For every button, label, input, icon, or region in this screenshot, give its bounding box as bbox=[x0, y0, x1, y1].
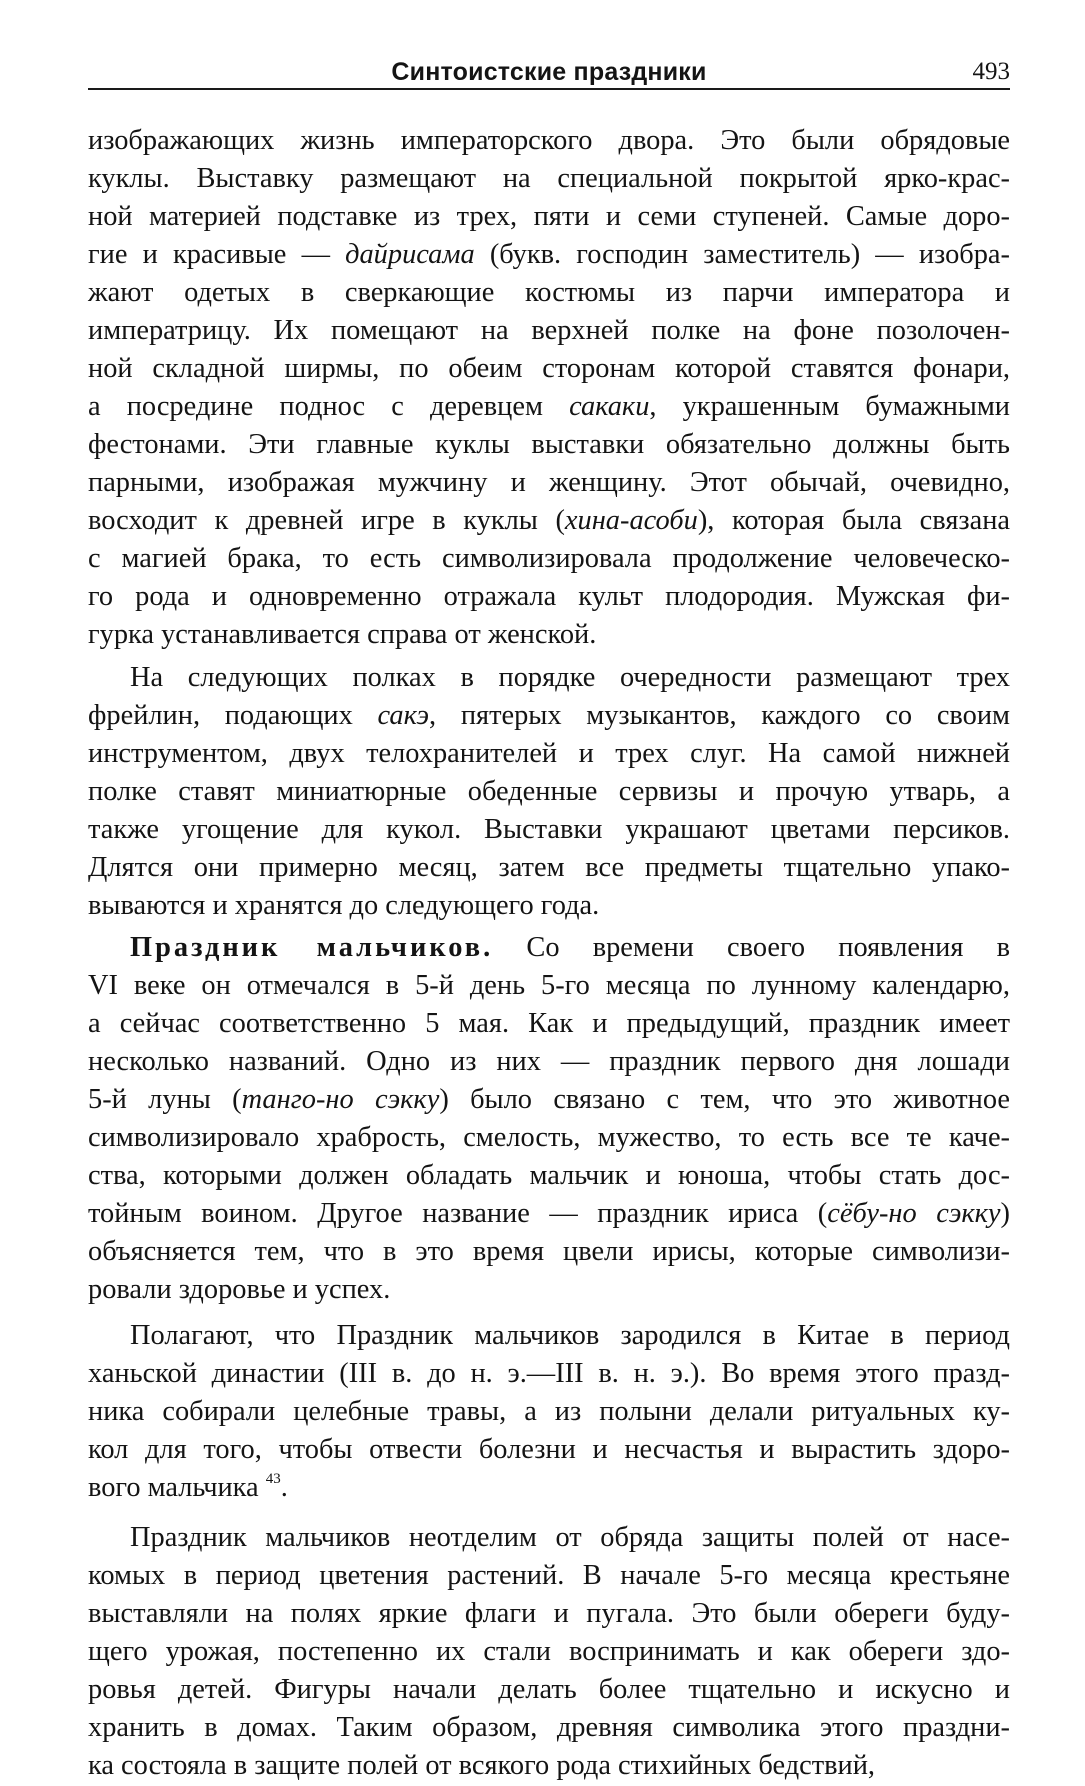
italic-term: хина-асоби bbox=[564, 505, 698, 536]
text-run: (букв. господин заместитель) — изобра- bbox=[474, 239, 1010, 270]
text-line bbox=[88, 540, 1010, 578]
italic-term: сакаки bbox=[569, 391, 650, 422]
italic-term: танго-но сэкку bbox=[241, 1084, 440, 1115]
text-run: полке ставят миниатюрные обеденные сервизы и прочую утварь, а bbox=[88, 776, 1010, 807]
text-run: ной материей подставке из трех, пяти и семи ступеней. Самые доро- bbox=[88, 201, 1010, 232]
text-line bbox=[88, 929, 1010, 967]
text-line bbox=[88, 350, 1010, 388]
text-run: VI веке он отмечался в 5-й день 5-го месяца по лунному календарю, bbox=[88, 970, 1010, 1001]
text-run: ) было связано с тем, что это животное bbox=[439, 1084, 1011, 1115]
text-run: объясняется тем, что в это время цвели ирисы, которые символизи- bbox=[88, 1236, 1010, 1267]
text-run: несколько названий. Одно из них — праздник первого дня лошади bbox=[88, 1046, 1010, 1077]
text-run: символизировало храбрость, смелость, мужество, то есть все те каче- bbox=[88, 1122, 1010, 1153]
text-run: вого мальчика bbox=[88, 1472, 266, 1503]
text-run: изображающих жизнь императорского двора. Это были обрядовые bbox=[88, 125, 1010, 156]
text-run: Со времени своего появления в bbox=[493, 932, 1011, 963]
text-run: ной складной ширмы, по обеим сторонам которой ставятся фонари, bbox=[88, 353, 1010, 384]
text-line bbox=[88, 198, 1010, 236]
text-line bbox=[88, 1233, 1010, 1271]
text-run: ровали здоровье и успех. bbox=[88, 1274, 391, 1305]
text-run: вываются и хранятся до следующего года. bbox=[88, 890, 600, 921]
text-line bbox=[88, 236, 1010, 274]
text-line bbox=[88, 1119, 1010, 1157]
text-run: ровья детей. Фигуры начали делать более тщательно и искусно и bbox=[88, 1674, 1010, 1705]
book-page bbox=[88, 50, 1010, 1786]
body-text bbox=[88, 122, 1010, 1785]
text-line bbox=[88, 616, 1010, 654]
text-run: Длятся они примерно месяц, затем все предметы тщательно упако- bbox=[88, 852, 1010, 883]
text-run: щего урожая, постепенно их стали воспринимать и как обереги здо- bbox=[88, 1636, 1010, 1667]
text-run: фрейлин, подающих bbox=[88, 700, 378, 731]
text-line bbox=[88, 1393, 1010, 1431]
text-run: инструментом, двух телохранителей и трех слуг. На самой нижней bbox=[88, 738, 1010, 769]
text-line bbox=[88, 1709, 1010, 1747]
text-run: кол для того, чтобы отвести болезни и несчастья и вырастить здоро- bbox=[88, 1434, 1010, 1465]
text-run: а посредине поднос с деревцем bbox=[88, 391, 570, 422]
text-line bbox=[88, 887, 1010, 925]
text-run: го рода и одновременно отражала культ плодородия. Мужская фи- bbox=[88, 581, 1010, 612]
running-header bbox=[88, 50, 1010, 90]
paragraph bbox=[88, 1317, 1010, 1507]
paragraph bbox=[88, 659, 1010, 925]
text-line bbox=[88, 1157, 1010, 1195]
text-line bbox=[88, 1469, 1010, 1507]
text-line bbox=[88, 578, 1010, 616]
text-run: гурка устанавливается справа от женской. bbox=[88, 619, 597, 650]
text-line bbox=[88, 274, 1010, 312]
text-run: На следующих полках в порядке очередности размещают трех bbox=[130, 662, 1010, 693]
text-line bbox=[88, 811, 1010, 849]
text-run: , украшенным бумажными bbox=[649, 391, 1010, 422]
text-run: выставляли на полях яркие флаги и пугала. Это были обереги буду- bbox=[88, 1598, 1010, 1629]
text-line bbox=[88, 773, 1010, 811]
text-run: , пятерых музыкантов, каждого со своим bbox=[429, 700, 1010, 731]
text-line bbox=[88, 697, 1010, 735]
italic-term: дайрисама bbox=[345, 239, 475, 270]
text-run: а сейчас соответственно 5 мая. Как и предыдущий, праздник имеет bbox=[88, 1008, 1010, 1039]
paragraph bbox=[88, 929, 1010, 1309]
text-line bbox=[88, 735, 1010, 773]
text-run: ка состояла в защите полей от всякого рода стихийных бедствий, bbox=[88, 1750, 876, 1781]
running-title: Синтоистские праздники bbox=[391, 58, 707, 86]
text-run: также угощение для кукол. Выставки украшают цветами персиков. bbox=[88, 814, 1010, 845]
text-line bbox=[88, 1043, 1010, 1081]
italic-term: сёбу-но сэкку bbox=[827, 1198, 1001, 1229]
text-run: ства, которыми должен обладать мальчик и юноша, чтобы стать дос- bbox=[88, 1160, 1010, 1191]
text-line bbox=[88, 659, 1010, 697]
text-line bbox=[88, 464, 1010, 502]
text-line bbox=[88, 426, 1010, 464]
text-line bbox=[88, 1005, 1010, 1043]
text-run: комых в период цветения растений. В начале 5-го месяца крестьяне bbox=[88, 1560, 1010, 1591]
text-run: императрицу. Их помещают на верхней полке на фоне позолочен- bbox=[88, 315, 1010, 346]
text-run: ника собирали целебные травы, а из полыни делали ритуальных ку- bbox=[88, 1396, 1010, 1427]
text-run: гие и красивые — bbox=[88, 239, 346, 270]
text-run: Праздник мальчиков неотделим от обряда защиты полей от насе- bbox=[130, 1522, 1010, 1553]
text-run: тойным воином. Другое название — праздник ириса ( bbox=[88, 1198, 828, 1229]
text-line bbox=[88, 1195, 1010, 1233]
text-line bbox=[88, 1671, 1010, 1709]
paragraph bbox=[88, 1519, 1010, 1785]
text-line bbox=[88, 122, 1010, 160]
text-line bbox=[88, 1081, 1010, 1119]
footnote-marker: 43 bbox=[265, 1471, 281, 1487]
text-run: ханьской династии (III в. до н. э.—III в. н. э.). Во время этого празд- bbox=[88, 1358, 1010, 1389]
text-run: Полагают, что Праздник мальчиков зародился в Китае в период bbox=[130, 1320, 1010, 1351]
text-run: фестонами. Эти главные куклы выставки обязательно должны быть bbox=[88, 429, 1010, 460]
text-line bbox=[88, 1747, 1010, 1785]
text-run: хранить в домах. Таким образом, древняя символика этого праздни- bbox=[88, 1712, 1010, 1743]
italic-term: сакэ bbox=[377, 700, 430, 731]
text-line bbox=[88, 502, 1010, 540]
text-line bbox=[88, 1519, 1010, 1557]
text-line bbox=[88, 160, 1010, 198]
paragraph bbox=[88, 122, 1010, 654]
text-run: ), которая была связана bbox=[697, 505, 1010, 536]
text-line bbox=[88, 1595, 1010, 1633]
text-run: с магией брака, то есть символизировала продолжение человеческо- bbox=[88, 543, 1010, 574]
text-line bbox=[88, 1317, 1010, 1355]
run-in-heading: Праздник мальчиков. bbox=[130, 932, 494, 963]
text-line bbox=[88, 967, 1010, 1005]
text-run: 5-й луны ( bbox=[88, 1084, 242, 1115]
text-line bbox=[88, 1431, 1010, 1469]
text-line bbox=[88, 849, 1010, 887]
text-run: куклы. Выставку размещают на специальной покрытой ярко-крас- bbox=[88, 163, 1010, 194]
page-number: 493 bbox=[972, 58, 1010, 85]
text-line bbox=[88, 1633, 1010, 1671]
text-line bbox=[88, 1271, 1010, 1309]
text-line bbox=[88, 1557, 1010, 1595]
text-run: жают одетых в сверкающие костюмы из парчи императора и bbox=[88, 277, 1010, 308]
text-run: восходит к древней игре в куклы ( bbox=[88, 505, 565, 536]
text-line bbox=[88, 388, 1010, 426]
text-run: . bbox=[280, 1472, 288, 1503]
text-run: ) bbox=[1000, 1198, 1010, 1229]
text-run: парными, изображая мужчину и женщину. Этот обычай, очевидно, bbox=[88, 467, 1010, 498]
text-line bbox=[88, 312, 1010, 350]
text-line bbox=[88, 1355, 1010, 1393]
